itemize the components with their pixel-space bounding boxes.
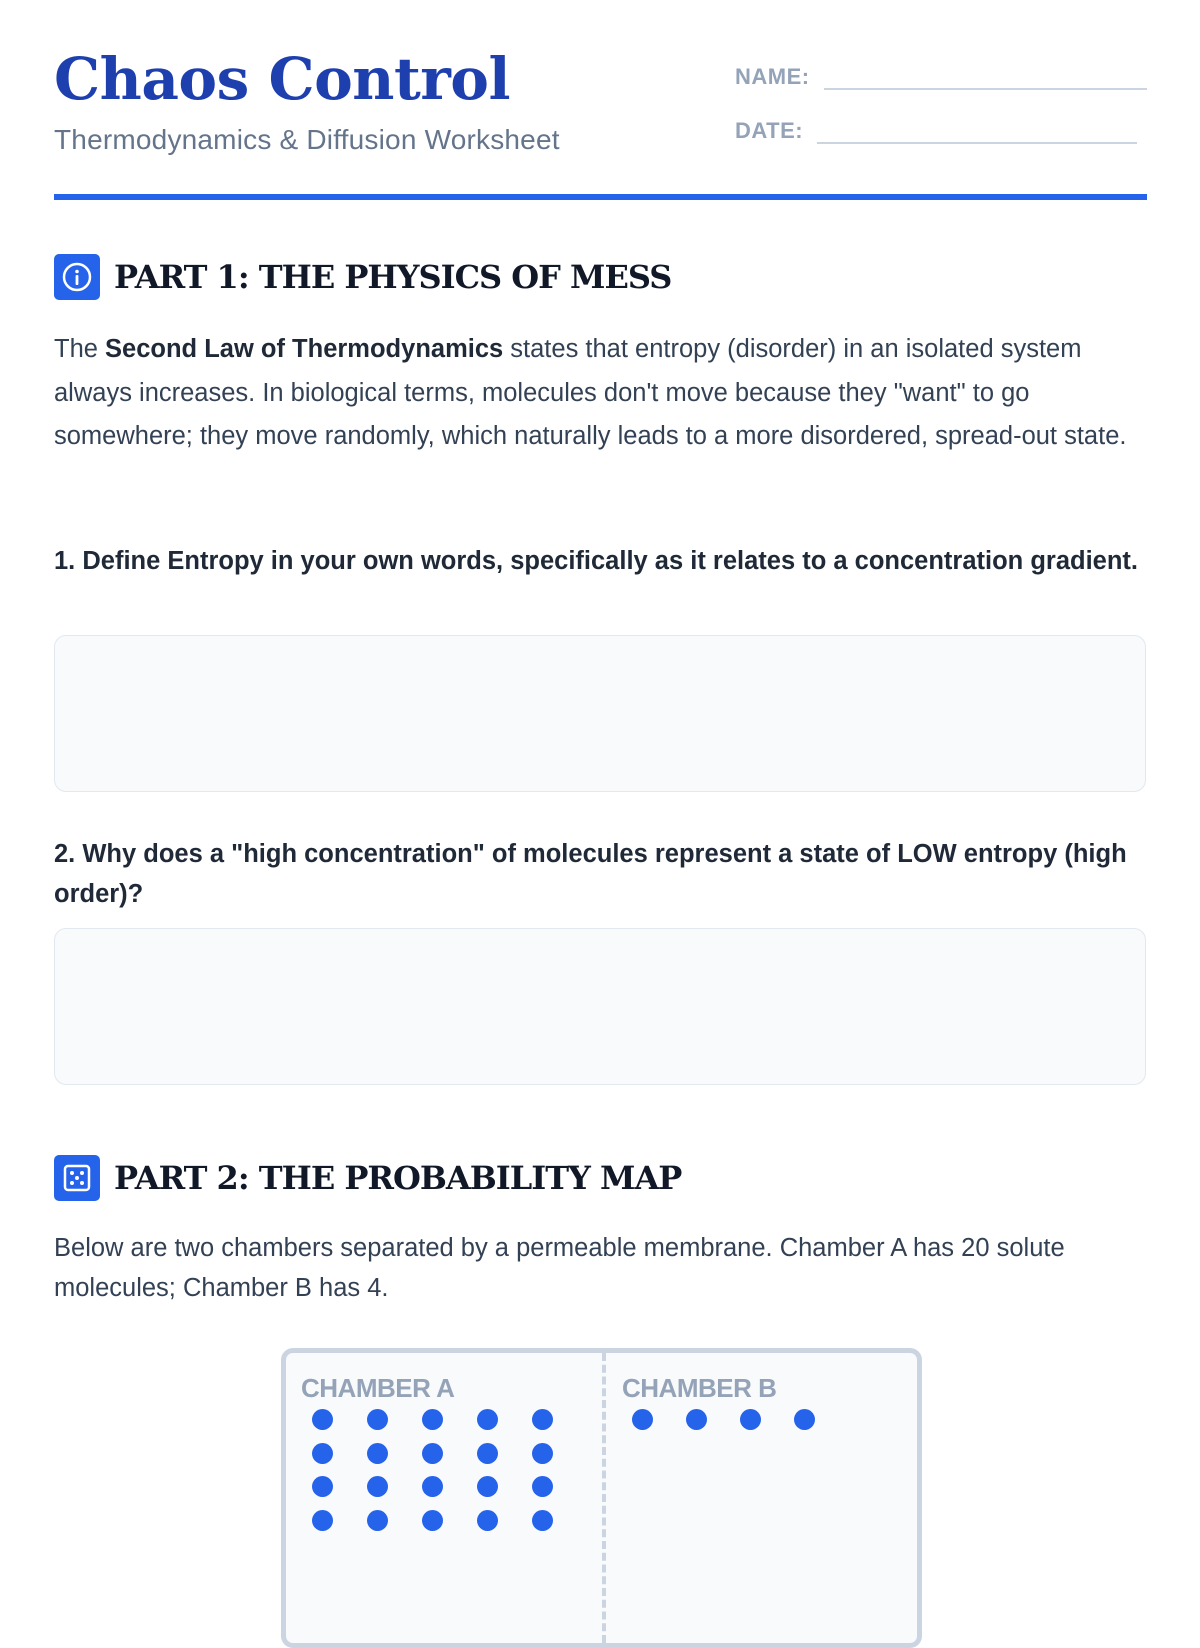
date-label: DATE: xyxy=(735,118,804,143)
name-line[interactable] xyxy=(824,62,1147,90)
chamber-b-molecule xyxy=(794,1409,815,1430)
date-line[interactable] xyxy=(817,116,1137,144)
chamber-b-molecule xyxy=(632,1409,653,1430)
worksheet-title: Chaos Control xyxy=(54,45,511,113)
answer-box-2[interactable] xyxy=(54,928,1146,1085)
part1-intro xyxy=(54,328,1154,459)
dice-icon xyxy=(54,1155,100,1201)
worksheet-subtitle: Thermodynamics & Diffusion Worksheet xyxy=(54,124,560,155)
part2-title: PART 2: THE PROBABILITY MAP xyxy=(114,1159,682,1197)
part2-intro: Below are two chambers separated by a permeable membrane. Chamber A has 20 solute molecules; Chamber B has 4. xyxy=(54,1234,1065,1302)
name-label: NAME: xyxy=(735,64,810,89)
name-field xyxy=(735,62,1147,90)
answer-box-1[interactable] xyxy=(54,635,1146,792)
part1-header xyxy=(54,254,671,300)
info-icon xyxy=(54,254,100,300)
date-field xyxy=(735,116,1137,144)
chamber-a-label: CHAMBER A xyxy=(301,1373,455,1403)
chamber-b-molecule xyxy=(686,1409,707,1430)
question-1: 1. Define Entropy in your own words, specifically as it relates to a concentration gradient. xyxy=(54,547,1138,575)
part2-header xyxy=(54,1155,681,1201)
chamber-diagram xyxy=(281,1348,922,1648)
header-divider xyxy=(54,194,1147,200)
intro-prefix: The xyxy=(54,335,106,363)
intro-rest: states that entropy (disorder) in an isolated system always increases. In biological terms, molecules don't move because they "want" to go somewhere; they move randomly, which naturally leads to a more disordered, spread-out state. xyxy=(54,335,1127,450)
second-law-term: Second Law of Thermodynamics xyxy=(105,335,504,363)
chamber-b-label: CHAMBER B xyxy=(622,1373,777,1403)
part1-title: PART 1: THE PHYSICS OF MESS xyxy=(114,258,672,296)
chamber-b-molecule xyxy=(740,1409,761,1430)
question-2: 2. Why does a "high concentration" of molecules represent a state of LOW entropy (high order)? xyxy=(54,840,1127,908)
